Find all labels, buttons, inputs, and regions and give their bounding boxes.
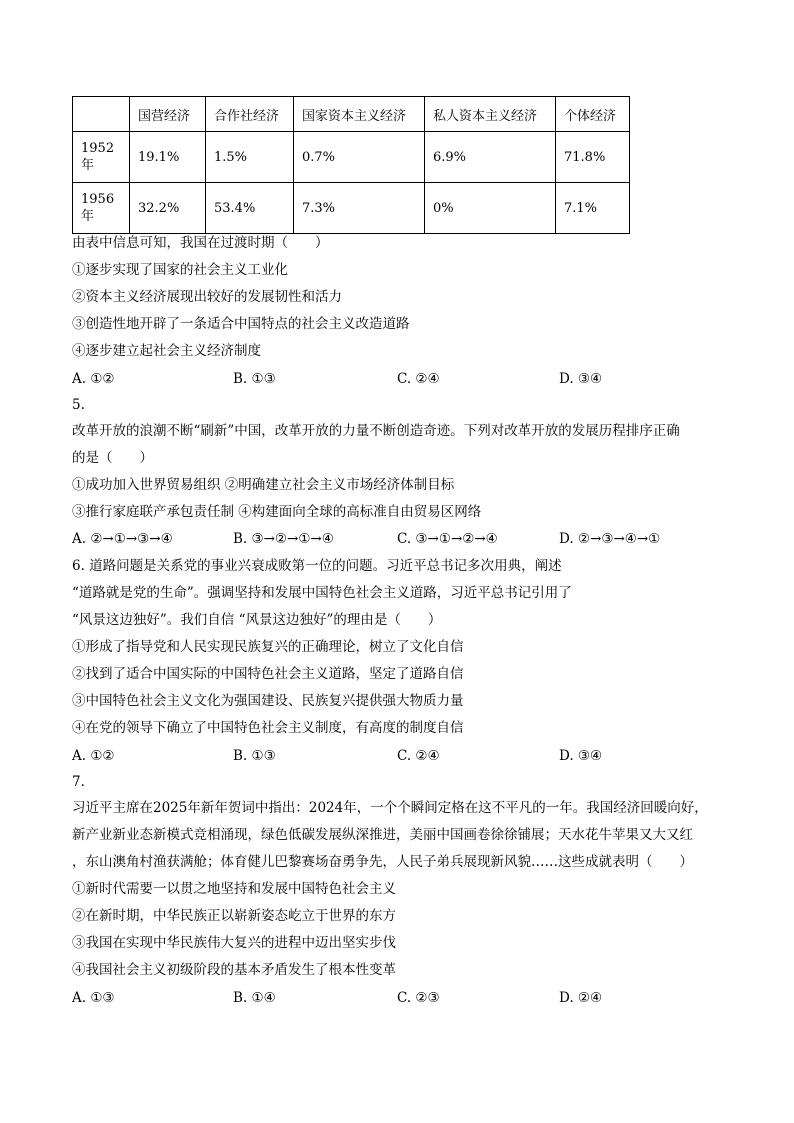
option-a[interactable]: A. ①②	[72, 371, 115, 387]
q4-item-2: ②资本主义经济展现出较好的发展韧性和活力	[72, 289, 342, 305]
table-cell: 7.1%	[556, 183, 630, 234]
q7-item-4: ④我国社会主义初级阶段的基本矛盾发生了根本性变革	[72, 962, 396, 978]
q7-item-2: ②在新时期，中华民族正以崭新姿态屹立于世界的东方	[72, 908, 396, 924]
q4-stem: 由表中信息可知，我国在过渡时期（ ）	[72, 235, 329, 251]
option-a[interactable]: A. ①③	[72, 990, 115, 1006]
table-cell: 53.4%	[206, 183, 294, 234]
table-header-cell: 国营经济	[130, 97, 206, 132]
year-number: 1956	[81, 192, 115, 207]
q7-stem-line-3: ，东山澳角村渔获满舱；体育健儿巴黎赛场奋勇争先，人民子弟兵展现新风貌……这些成就表明（ ）	[72, 854, 693, 870]
year-unit: 年	[81, 158, 95, 173]
q6-stem-line-3: “风景这边独好”。我们自信 “风景这边独好”的理由是（ ）	[72, 612, 442, 628]
q4-options	[72, 369, 732, 389]
table-cell: 19.1%	[130, 132, 206, 183]
option-d[interactable]: D. ②④	[559, 990, 603, 1006]
economy-composition-table	[72, 96, 630, 234]
option-b[interactable]: B. ①③	[233, 748, 276, 764]
option-b[interactable]: B. ③→②→①→④	[233, 531, 334, 547]
q5-stem-line-1: 改革开放的浪潮不断“刷新”中国，改革开放的力量不断创造奇迹。下列对改革开放的发展历程排序正确	[72, 423, 680, 439]
table-cell: 0.7%	[294, 132, 425, 183]
option-c[interactable]: C. ②④	[397, 748, 440, 764]
table-row	[73, 132, 630, 183]
q4-item-4: ④逐步建立起社会主义经济制度	[72, 343, 261, 359]
year-number: 1952	[81, 141, 115, 156]
table-row	[73, 183, 630, 234]
q5-options	[72, 529, 732, 549]
option-d[interactable]: D. ③④	[559, 371, 603, 387]
option-b[interactable]: B. ①③	[233, 371, 276, 387]
table-header-row	[73, 97, 630, 132]
table-header-cell: 私人资本主义经济	[425, 97, 556, 132]
option-c[interactable]: C. ②③	[397, 990, 440, 1006]
q7-options	[72, 988, 732, 1008]
q6-stem-line-2: “道路就是党的生命”。强调坚持和发展中国特色社会主义道路，习近平总书记引用了	[72, 585, 572, 601]
q6-options	[72, 746, 732, 766]
q7-number: 7.	[72, 774, 85, 790]
q5-item-1: ①成功加入世界贸易组织 ②明确建立社会主义市场经济体制目标	[72, 477, 455, 493]
year-cell	[73, 132, 130, 183]
option-c[interactable]: C. ③→①→②→④	[397, 531, 498, 547]
table-header-cell	[73, 97, 130, 132]
q6-item-1: ①形成了指导党和人民实现民族复兴的正确理论，树立了文化自信	[72, 639, 464, 655]
option-a[interactable]: A. ①②	[72, 748, 115, 764]
q4-item-1: ①逐步实现了国家的社会主义工业化	[72, 262, 288, 278]
table-cell: 71.8%	[556, 132, 630, 183]
table-cell: 32.2%	[130, 183, 206, 234]
q7-item-3: ③我国在实现中华民族伟大复兴的进程中迈出坚实步伐	[72, 935, 396, 951]
table-header-cell: 国家资本主义经济	[294, 97, 425, 132]
year-cell	[73, 183, 130, 234]
table-cell: 7.3%	[294, 183, 425, 234]
q6-item-2: ②找到了适合中国实际的中国特色社会主义道路，坚定了道路自信	[72, 666, 464, 682]
option-b[interactable]: B. ①④	[233, 990, 276, 1006]
option-a[interactable]: A. ②→①→③→④	[72, 531, 173, 547]
q6-item-3: ③中国特色社会主义文化为强国建设、民族复兴提供强大物质力量	[72, 693, 464, 709]
q7-stem-line-2: 新产业新业态新模式竞相涌现，绿色低碳发展纵深推进，美丽中国画卷徐徐铺展；天水花牛苹果又大又红	[72, 827, 693, 843]
q7-stem-line-1: 习近平主席在2025年新年贺词中指出：2024年，一个个瞬间定格在这不平凡的一年。我国经济回暖向好，	[72, 800, 708, 816]
table-header-cell: 个体经济	[556, 97, 630, 132]
option-c[interactable]: C. ②④	[397, 371, 440, 387]
q5-item-2: ③推行家庭联产承包责任制 ④构建面向全球的高标准自由贸易区网络	[72, 504, 482, 520]
option-d[interactable]: D. ②→③→④→①	[559, 531, 661, 547]
q6-item-4: ④在党的领导下确立了中国特色社会主义制度，有高度的制度自信	[72, 720, 464, 736]
table-cell: 0%	[425, 183, 556, 234]
q6-stem-line-1: 6. 道路问题是关系党的事业兴衰成败第一位的问题。习近平总书记多次用典，阐述	[72, 558, 562, 574]
q5-stem-line-2: 的是（ ）	[72, 450, 153, 466]
q5-number: 5.	[72, 397, 85, 413]
table-header-cell: 合作社经济	[206, 97, 294, 132]
year-unit: 年	[81, 209, 95, 224]
table-cell: 1.5%	[206, 132, 294, 183]
q7-item-1: ①新时代需要一以贯之地坚持和发展中国特色社会主义	[72, 881, 396, 897]
table-cell: 6.9%	[425, 132, 556, 183]
q4-item-3: ③创造性地开辟了一条适合中国特点的社会主义改造道路	[72, 316, 410, 332]
option-d[interactable]: D. ③④	[559, 748, 603, 764]
